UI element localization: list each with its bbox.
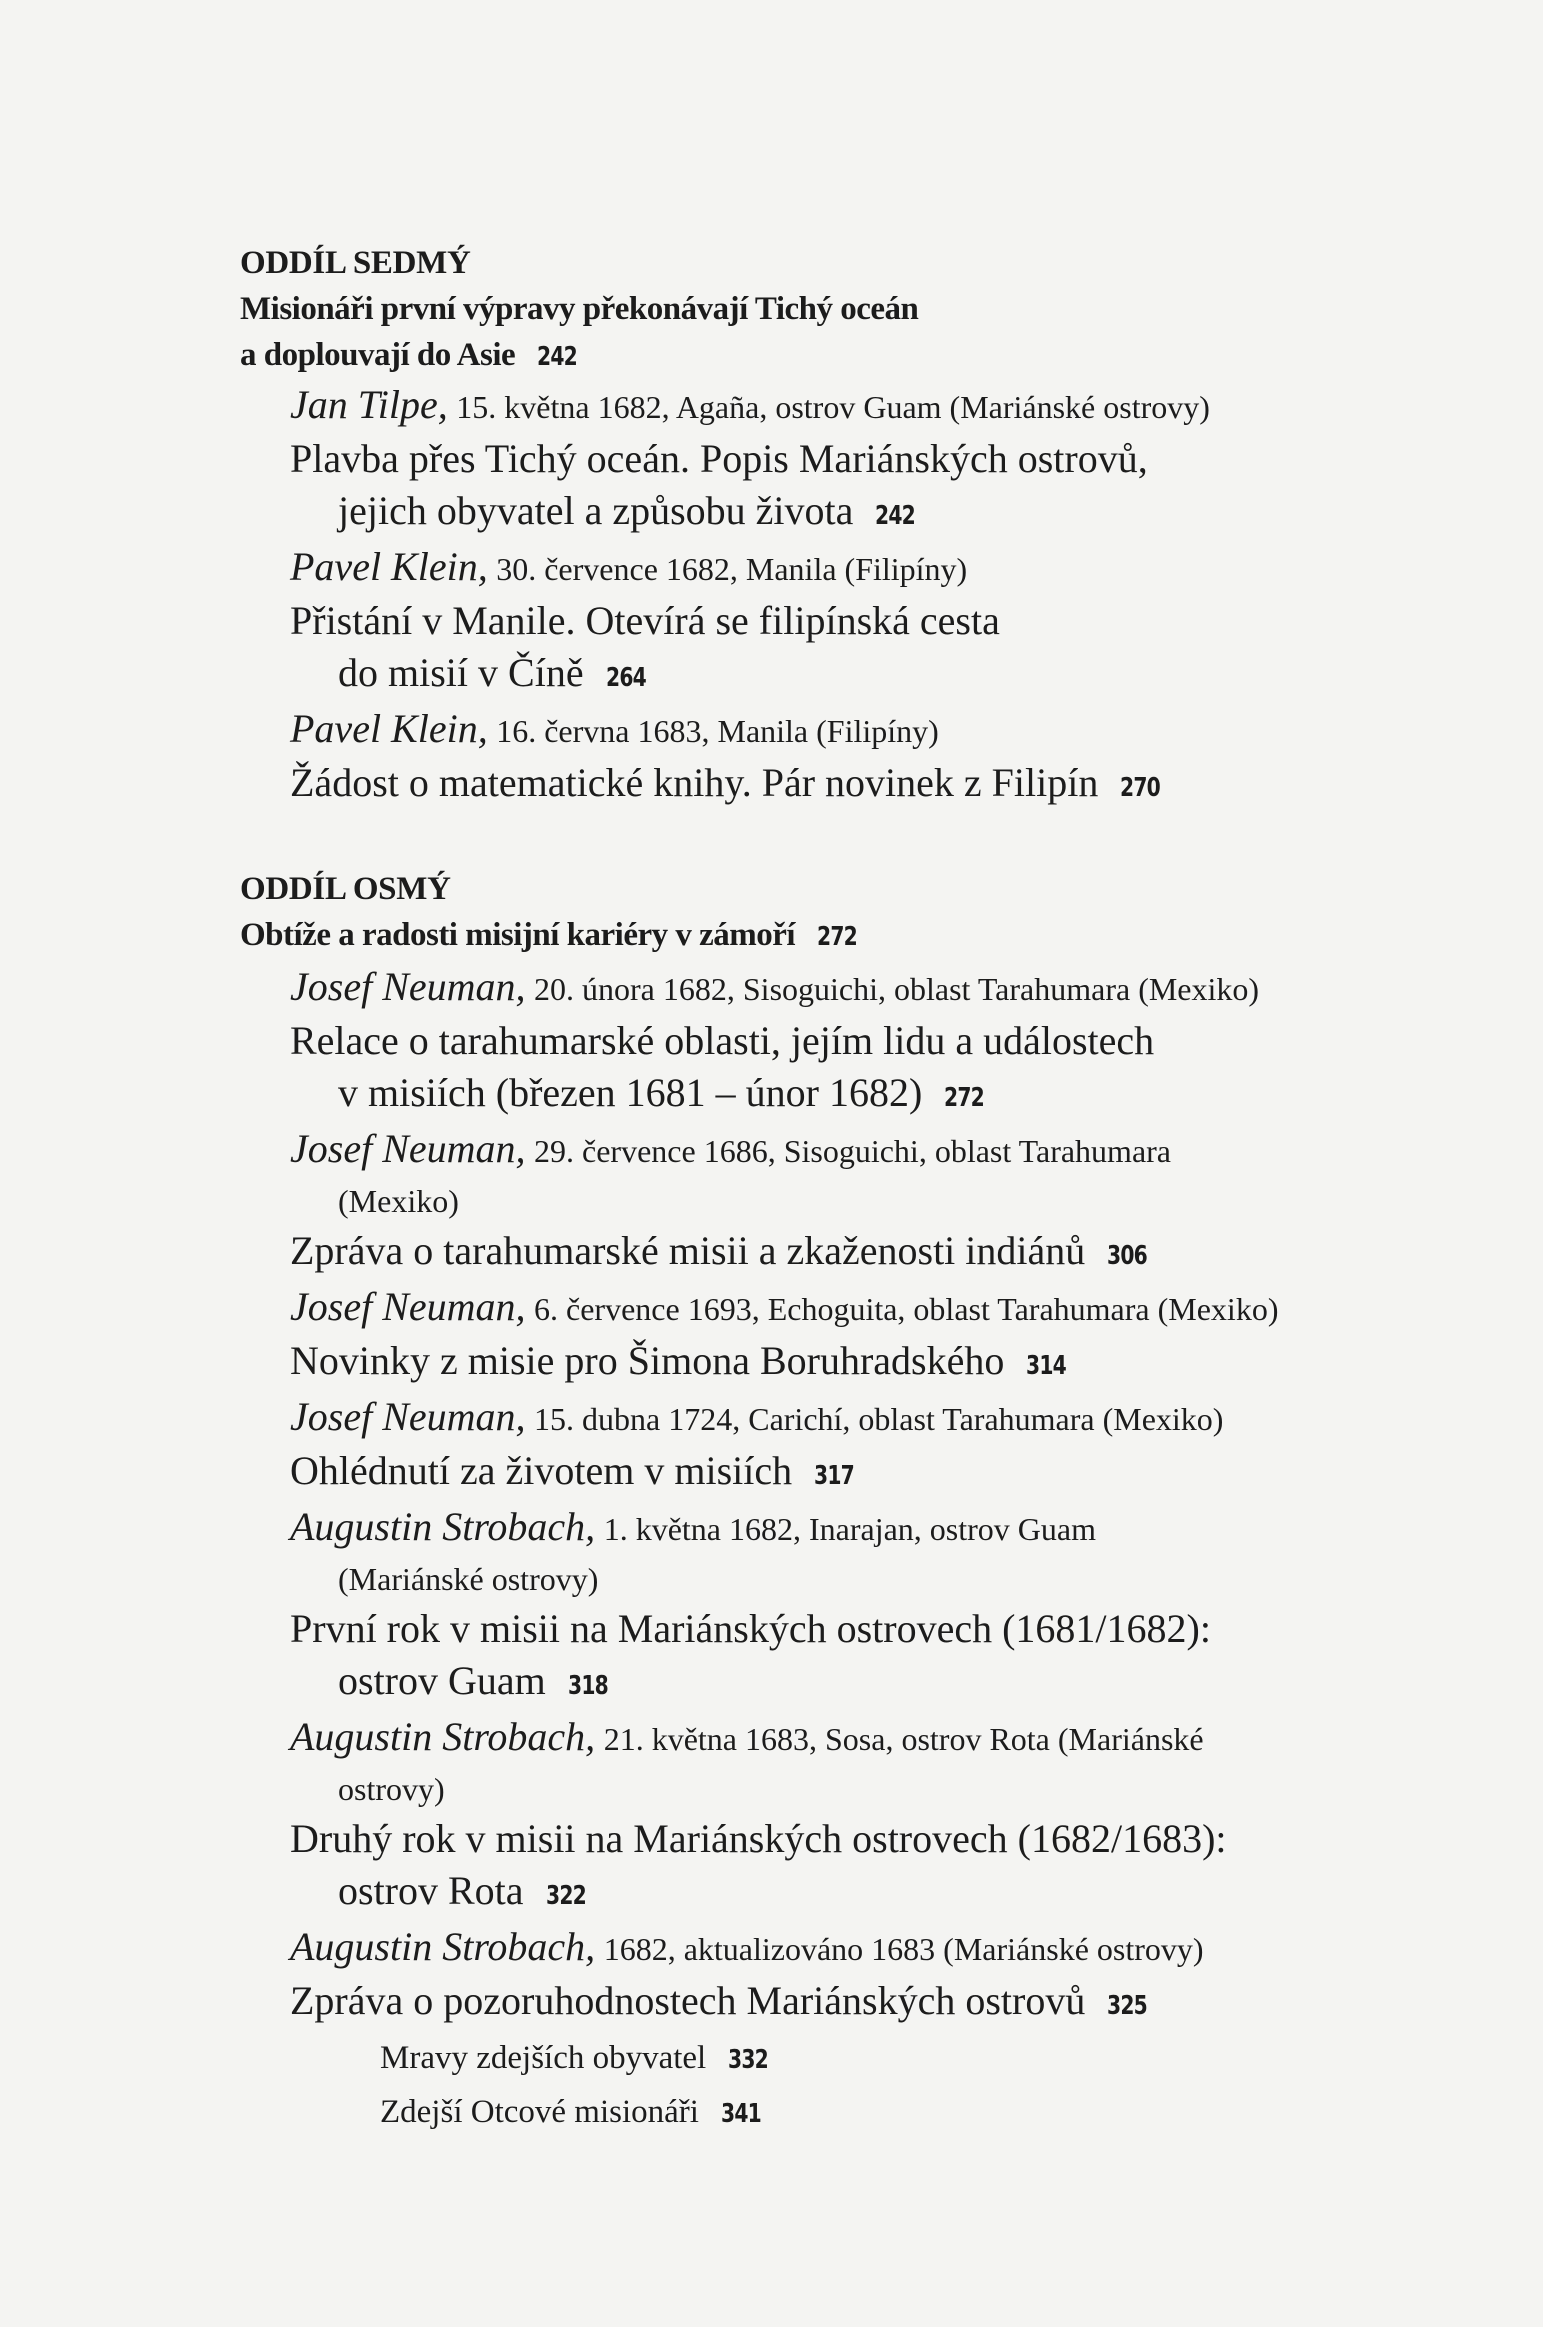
page-number: 322: [545, 1881, 586, 1911]
toc-entry: [240, 1124, 1440, 1282]
author-name: Josef Neuman,: [290, 1126, 526, 1171]
page-number: 242: [875, 501, 916, 531]
entry-title: Relace o tarahumarské oblasti, jejím lidu a událostech v misiích (březen 1681 – únor 1682) 272: [290, 1015, 1440, 1124]
page-number: 242: [537, 342, 578, 372]
author-name: Josef Neuman,: [290, 964, 526, 1009]
entry-author-line: Pavel Klein, 16. června 1683, Manila (Filipíny): [290, 706, 939, 751]
entry-author-line: Augustin Strobach, 21. května 1683, Sosa, ostrov Rota (Mariánské: [290, 1714, 1204, 1759]
entry-author-line: Josef Neuman, 6. července 1693, Echoguita, oblast Tarahumara (Mexiko): [290, 1284, 1279, 1329]
page-number: 272: [817, 922, 858, 952]
section-heading: ODDÍL SEDMÝ: [240, 245, 471, 281]
entry-author-line: Jan Tilpe, 15. května 1682, Agaña, ostrov Guam (Mariánské ostrovy): [290, 382, 1210, 427]
toc-entry: [240, 1712, 1440, 1922]
section-heading: ODDÍL OSMÝ: [240, 871, 451, 907]
toc-entry: [240, 1502, 1440, 1712]
entry-author-line: Josef Neuman, 29. července 1686, Sisoguichi, oblast Tarahumara: [290, 1126, 1171, 1171]
toc-entry: [240, 962, 1440, 1124]
author-name: Augustin Strobach,: [290, 1924, 596, 1969]
page-number: 341: [720, 2099, 761, 2129]
page-number: 314: [1026, 1351, 1067, 1381]
entry-author-continuation: ostrovy): [338, 1771, 445, 1807]
toc-entry: [240, 1392, 1440, 1502]
toc-entry: [240, 542, 1440, 704]
entry-author-continuation: (Mariánské ostrovy): [338, 1561, 599, 1597]
author-name: Josef Neuman,: [290, 1284, 526, 1329]
entry-author-line: Augustin Strobach, 1. května 1682, Inarajan, ostrov Guam: [290, 1504, 1096, 1549]
page-number: 264: [605, 663, 646, 693]
entry-title: První rok v misii na Mariánských ostrovech (1681/1682): ostrov Guam 318: [290, 1603, 1440, 1712]
page-number: 270: [1120, 773, 1161, 803]
entry-title: Ohlédnutí za životem v misiích 317: [290, 1445, 1440, 1502]
toc-entry: [240, 1282, 1440, 1392]
page-number: 325: [1107, 1991, 1148, 2021]
entry-title: Novinky z misie pro Šimona Boruhradského 314: [290, 1335, 1440, 1392]
entry-title: Žádost o matematické knihy. Pár novinek z Filipín 270: [290, 757, 1440, 814]
section-subtitle: Misionáři první výpravy překonávají Tichý oceán: [240, 291, 919, 327]
section-subtitle: Obtíže a radosti misijní kariéry v zámoří 272: [240, 912, 1440, 960]
entry-title: Plavba přes Tichý oceán. Popis Mariánských ostrovů, jejich obyvatel a způsobu života 242: [290, 433, 1440, 542]
entry-author-continuation: (Mexiko): [338, 1183, 459, 1219]
page-number: 272: [944, 1083, 985, 1113]
entry-author-line: Josef Neuman, 15. dubna 1724, Carichí, oblast Tarahumara (Mexiko): [290, 1394, 1224, 1439]
toc-subitem: Zdejší Otcové misionáři 341: [380, 2086, 1440, 2140]
toc-entry: [240, 1922, 1440, 2032]
section-subtitle: a doplouvají do Asie 242: [240, 332, 1440, 380]
author-name: Pavel Klein,: [290, 706, 488, 751]
page-number: 332: [728, 2045, 769, 2075]
author-name: Augustin Strobach,: [290, 1504, 596, 1549]
author-name: Jan Tilpe,: [290, 382, 448, 427]
author-name: Josef Neuman,: [290, 1394, 526, 1439]
entry-title: Přistání v Manile. Otevírá se filipínská cesta do misií v Číně 264: [290, 595, 1440, 704]
page-number: 318: [567, 1671, 608, 1701]
entry-author-line: Josef Neuman, 20. února 1682, Sisoguichi, oblast Tarahumara (Mexiko): [290, 964, 1260, 1009]
toc-entry: [240, 380, 1440, 542]
section-seven: [240, 240, 1440, 814]
section-eight: [240, 866, 1440, 2140]
entry-title: Zpráva o tarahumarské misii a zkaženosti indiánů 306: [290, 1225, 1440, 1282]
entry-author-line: Pavel Klein, 30. července 1682, Manila (Filipíny): [290, 544, 968, 589]
entry-title: Zpráva o pozoruhodnostech Mariánských ostrovů 325: [290, 1975, 1440, 2032]
toc-entry: [240, 704, 1440, 814]
page-number: 317: [814, 1461, 855, 1491]
page-number: 306: [1107, 1241, 1148, 1271]
entry-title: Druhý rok v misii na Mariánských ostrovech (1682/1683): ostrov Rota 322: [290, 1813, 1440, 1922]
author-name: Pavel Klein,: [290, 544, 488, 589]
entry-author-line: Augustin Strobach, 1682, aktualizováno 1683 (Mariánské ostrovy): [290, 1924, 1204, 1969]
author-name: Augustin Strobach,: [290, 1714, 596, 1759]
toc-subitem: Mravy zdejších obyvatel 332: [380, 2032, 1440, 2086]
